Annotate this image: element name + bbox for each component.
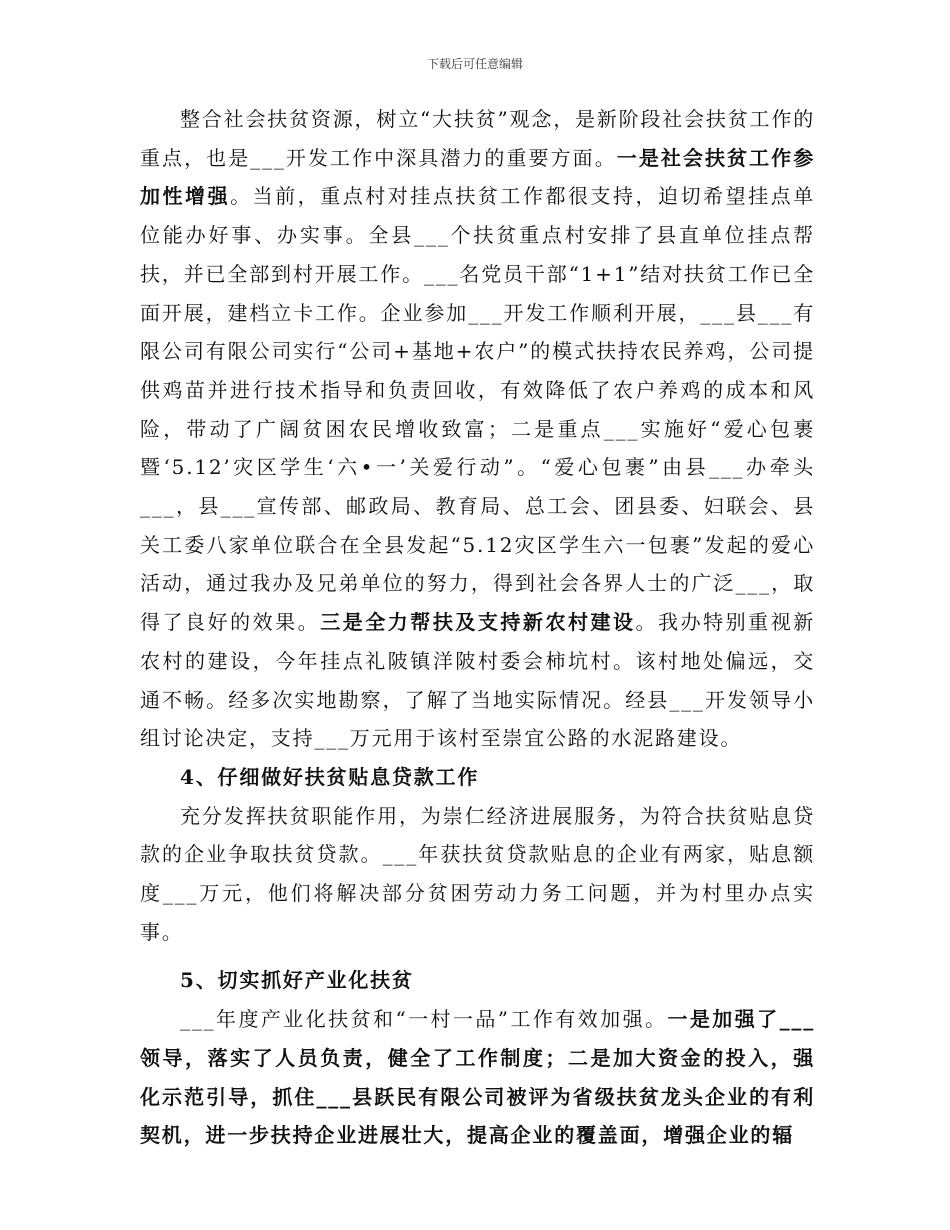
para1-bold-2: 三是全力帮扶及支持新农村建设: [320, 610, 636, 635]
para1-text-1: 整合社会扶贫资源，树立“大扶贫”观念，是新阶段社会扶贫工作的重点，也是___开发工作中深具潜力的重要方面。: [140, 107, 815, 170]
para3-text-1: ___年度产业化扶贫和“一村一品”工作有效加强。: [180, 1007, 668, 1032]
page-header: 下载后可任意编辑: [426, 57, 523, 71]
para3-bold-1: 一是加强了___领导，落实了人员负责，健全了工作制度；二是加大资金的投入，强化示范引导，抓住___县跃民有限公司被评为省级扶贫龙头企业的有利契机，进一步扶持企业进展壮大，提高企业的覆盖面，增强企业的辐: [140, 1007, 815, 1148]
para1-text-3: 。我办特别重视新农村的建设，今年挂点礼陂镇洋陂村委会柿坑村。该村地处偏远，交通不畅。经多次实地勘察，了解了当地实际情况。经县___开发领导小组讨论决定，支持___万元用于该村至崇宜公路的水泥路建设。: [140, 610, 816, 751]
paragraph-loan-work: 充分发挥扶贫职能作用，为崇仁经济进展服务，为符合扶贫贴息贷款的企业争取扶贫贷款。___年获扶贫贷款贴息的企业有两家，贴息额度___万元，他们将解决部分贫困劳动力务工问题，并为村里办点实事。: [140, 803, 815, 944]
para1-text-2: 。当前，重点村对挂点扶贫工作都很支持，迫切希望挂点单位能办好事、办实事。全县___个扶贫重点村安排了县直单位挂点帮扶，并已全部到村开展工作。___名党员干部“1+1”结对扶贫工作已全面开展，建档立卡工作。企业参加___开发工作顺利开展，___县___有限公司有限公司实行“公司+基地+农户”的模式扶持农民养鸡，公司提供鸡苗并进行技术指导和负责回收，有效降低了农户养鸡的成本和风险，带动了广阔贫困农民增收致富；二是重点___实施好“爱心包裹暨‘5.12’灾区学生‘六•一’关爱行动”。“爱心包裹”由县___办牵头___，县___宣传部、邮政局、教育局、总工会、团县委、妇联会、县关工委八家单位联合在全县发起“5.12灾区学生六一包裹”发起的爱心活动，通过我办及兄弟单位的努力，得到社会各界人士的广泛___，取得了良好的效果。: [140, 184, 815, 635]
document-body: [140, 100, 815, 1155]
section-heading-5: 5、切实抓好产业化扶贫: [180, 968, 414, 993]
paragraph-social-poverty: [140, 100, 815, 758]
para1-bold-1: 一是社会扶贫工作参加性增强: [140, 145, 816, 209]
paragraph-industrialization: [140, 1000, 815, 1155]
section-heading-4: 4、仔细做好扶贫贴息贷款工作: [180, 764, 480, 789]
